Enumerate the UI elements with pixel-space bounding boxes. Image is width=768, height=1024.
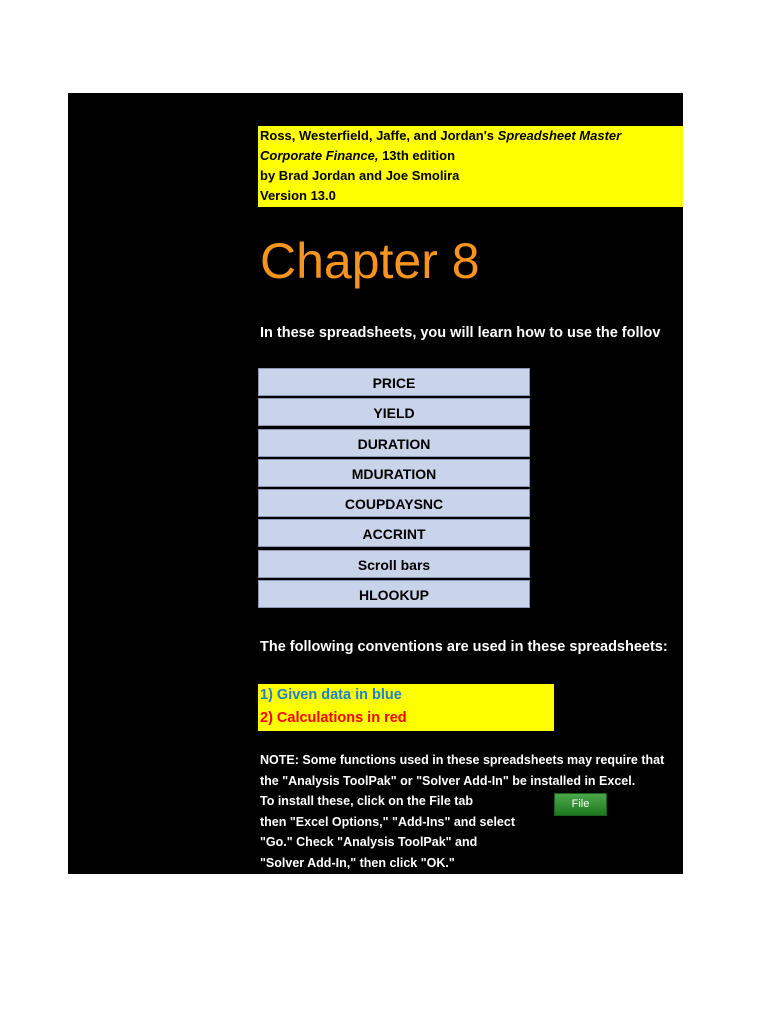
title-line-1: Ross, Westerfield, Jaffe, and Jordan's Spreadsheet Master: [260, 128, 622, 143]
spreadsheet-page: [68, 93, 683, 874]
chapter-title: Chapter 8: [260, 233, 480, 289]
function-button-price[interactable]: PRICE: [258, 368, 530, 396]
note-line: "Go." Check "Analysis ToolPak" and: [260, 835, 478, 850]
function-button-yield[interactable]: YIELD: [258, 398, 530, 426]
note-line: To install these, click on the File tab: [260, 794, 474, 809]
note-line: then "Excel Options," "Add-Ins" and select: [260, 814, 515, 829]
function-button-coupdaysnc[interactable]: COUPDAYSNC: [258, 489, 530, 517]
function-button-accrint[interactable]: ACCRINT: [258, 519, 530, 547]
conventions-heading: The following conventions are used in these spreadsheets:: [260, 639, 668, 655]
file-tab-button[interactable]: File: [554, 793, 607, 816]
legend-calculations: 2) Calculations in red: [260, 710, 407, 726]
note-line: "Solver Add-In," then click "OK.": [260, 855, 455, 870]
title-box: [258, 126, 683, 207]
conventions-legend: [258, 684, 554, 731]
title-line-3: by Brad Jordan and Joe Smolira: [260, 168, 460, 183]
function-button-mduration[interactable]: MDURATION: [258, 459, 530, 487]
function-button-scroll-bars[interactable]: Scroll bars: [258, 550, 530, 578]
function-button-hlookup[interactable]: HLOOKUP: [258, 580, 530, 608]
legend-given-data: 1) Given data in blue: [260, 687, 402, 703]
note-line: the "Analysis ToolPak" or "Solver Add-In" be installed in Excel.: [260, 773, 636, 788]
title-line-2: Corporate Finance, 13th edition: [260, 148, 456, 163]
note-line: NOTE: Some functions used in these spreadsheets may require that: [260, 753, 665, 767]
title-line-4: Version 13.0: [260, 188, 336, 203]
function-button-duration[interactable]: DURATION: [258, 429, 530, 457]
intro-text: In these spreadsheets, you will learn how to use the follov: [260, 325, 661, 341]
function-list: [258, 368, 530, 610]
